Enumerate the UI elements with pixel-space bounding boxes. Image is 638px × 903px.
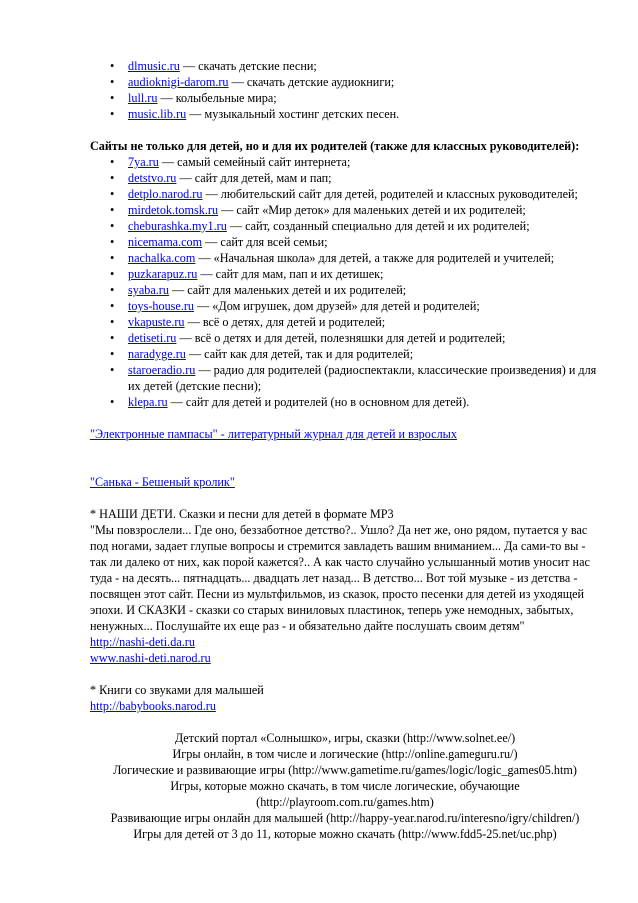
list-item [90,298,600,314]
nashi-deti-body: "Мы повзрослели... Где оно, беззаботное детство?.. Ушло? Да нет же, оно рядом, путается у вас под ногами, задает глупые вопросы и стремится завладеть вашим вниманием... Да сами-то вы - так ли далеко от них, как порой кажется?.. А как часто случайно услышанный мотив уносит нас туда - на десять... пятнадцать... двадцать лет назад... В детство... Вот той музыке - из детства - посвящен этот сайт. Песни из мультфильмов, из сказок, просто песенки для детей из уходящей эпохи. И СКАЗКИ - сказки со старых виниловых пластинок, теперь уже немодных, забытых, ненужных... Послушайте их еще раз - и обязательно дайте послушать своим детям" [90,523,590,633]
site-link[interactable]: nicemama.com [128,235,203,249]
site-description: — сайт как для детей, так и для родителей; [185,347,414,361]
site-link[interactable]: syaba.ru [128,283,169,297]
site-description: — сайт для детей, мам и пап; [176,171,332,185]
site-link[interactable]: mirdetok.tomsk.ru [128,203,219,217]
nashi-deti-title: * НАШИ ДЕТИ. Сказки и песни для детей в формате MP3 [90,507,394,521]
site-link[interactable]: 7ya.ru [128,155,159,169]
site-link[interactable]: audioknigi-darom.ru [128,75,229,89]
site-description: — самый семейный сайт интернета; [158,155,351,169]
site-link[interactable]: naradyge.ru [128,347,186,361]
site-link[interactable]: toys-house.ru [128,299,195,313]
site-link[interactable]: puzkarapuz.ru [128,267,198,281]
site-link[interactable]: detiseti.ru [128,331,177,345]
site-description: — сайт для маленьких детей и их родителей; [168,283,407,297]
site-description: — скачать детские песни; [179,59,317,73]
nashi-deti-link-2[interactable]: www.nashi-deti.narod.ru [90,651,211,665]
family-sites-list [90,154,600,410]
nashi-deti-link-1[interactable]: http://nashi-deti.da.ru [90,635,195,649]
site-link[interactable]: dlmusic.ru [128,59,180,73]
site-description: — сайт, созданный специально для детей и их родителей; [226,219,530,233]
babybooks-link[interactable]: http://babybooks.narod.ru [90,699,216,713]
site-link[interactable]: detplo.narod.ru [128,187,203,201]
site-link[interactable]: lull.ru [128,91,158,105]
site-link[interactable]: detstvo.ru [128,171,177,185]
games-line: Развивающие игры онлайн для малышей (http://happy-year.narod.ru/interesno/igry/children/) [110,811,580,825]
list-item [90,234,600,250]
list-item [90,250,600,266]
site-description: — всё о детях, для детей и родителей; [184,315,386,329]
site-link[interactable]: music.lib.ru [128,107,187,121]
list-item [90,202,600,218]
site-description: — сайт для детей и родителей (но в основном для детей). [167,395,470,409]
list-item [90,58,600,74]
list-item [90,218,600,234]
nashi-deti-section [90,506,600,666]
site-description: — сайт «Мир деток» для маленьких детей и их родителей; [218,203,526,217]
games-line: Игры онлайн, в том числе и логические (http://online.gameguru.ru/) [172,747,518,761]
site-link[interactable]: staroeradio.ru [128,363,196,377]
list-item [90,394,600,410]
list-item [90,266,600,282]
document-page [90,58,600,842]
site-description: — скачать детские аудиокниги; [228,75,395,89]
site-description: — «Дом игрушек, дом друзей» для детей и родителей; [194,299,480,313]
list-item [90,90,600,106]
list-item [90,346,600,362]
games-line: Игры для детей от 3 до 11, которые можно скачать (http://www.fdd5-25.net/uc.php) [133,827,557,841]
games-list [86,730,604,842]
site-description: — сайт для мам, пап и их детишек; [197,267,384,281]
list-item [90,186,600,202]
site-description: — всё о детях и для детей, полезняшки для детей и родителей; [176,331,506,345]
site-description: — любительский сайт для детей, родителей и классных руководителей; [202,187,578,201]
site-description: — музыкальный хостинг детских песен. [186,107,400,121]
list-item [90,106,600,122]
site-link[interactable]: cheburashka.my1.ru [128,219,227,233]
site-link[interactable]: nachalka.com [128,251,196,265]
knigi-title: * Книги со звуками для малышей [90,683,264,697]
site-description: — радио для родителей (радиоспектакли, классические произведения) и для их детей (детские песни); [128,363,597,393]
games-line: (http://playroom.com.ru/games.htm) [256,795,434,809]
pampasy-link[interactable]: "Электронные пампасы" - литературный журнал для детей и взрослых [90,427,457,441]
games-line: Игры, которые можно скачать, в том числе логические, обучающие [170,779,520,793]
site-link[interactable]: klepa.ru [128,395,168,409]
sanka-link[interactable]: "Санька - Бешеный кролик" [90,475,235,489]
section-heading: Сайты не только для детей, но и для их родителей (также для классных руководителей): [90,139,580,153]
list-item [90,74,600,90]
games-line: Логические и развивающие игры (http://www.gametime.ru/games/logic/logic_games05.htm) [113,763,577,777]
site-link[interactable]: vkapuste.ru [128,315,185,329]
list-item [90,362,600,394]
list-item [90,314,600,330]
site-description: — сайт для всей семьи; [202,235,328,249]
site-description: — «Начальная школа» для детей, а также для родителей и учителей; [195,251,555,265]
list-item [90,330,600,346]
music-sites-list [90,58,600,122]
site-description: — колыбельные мира; [157,91,277,105]
list-item [90,282,600,298]
list-item [90,154,600,170]
list-item [90,170,600,186]
knigi-section [90,682,600,714]
games-line: Детский портал «Солнышко», игры, сказки (http://www.solnet.ee/) [174,731,516,745]
